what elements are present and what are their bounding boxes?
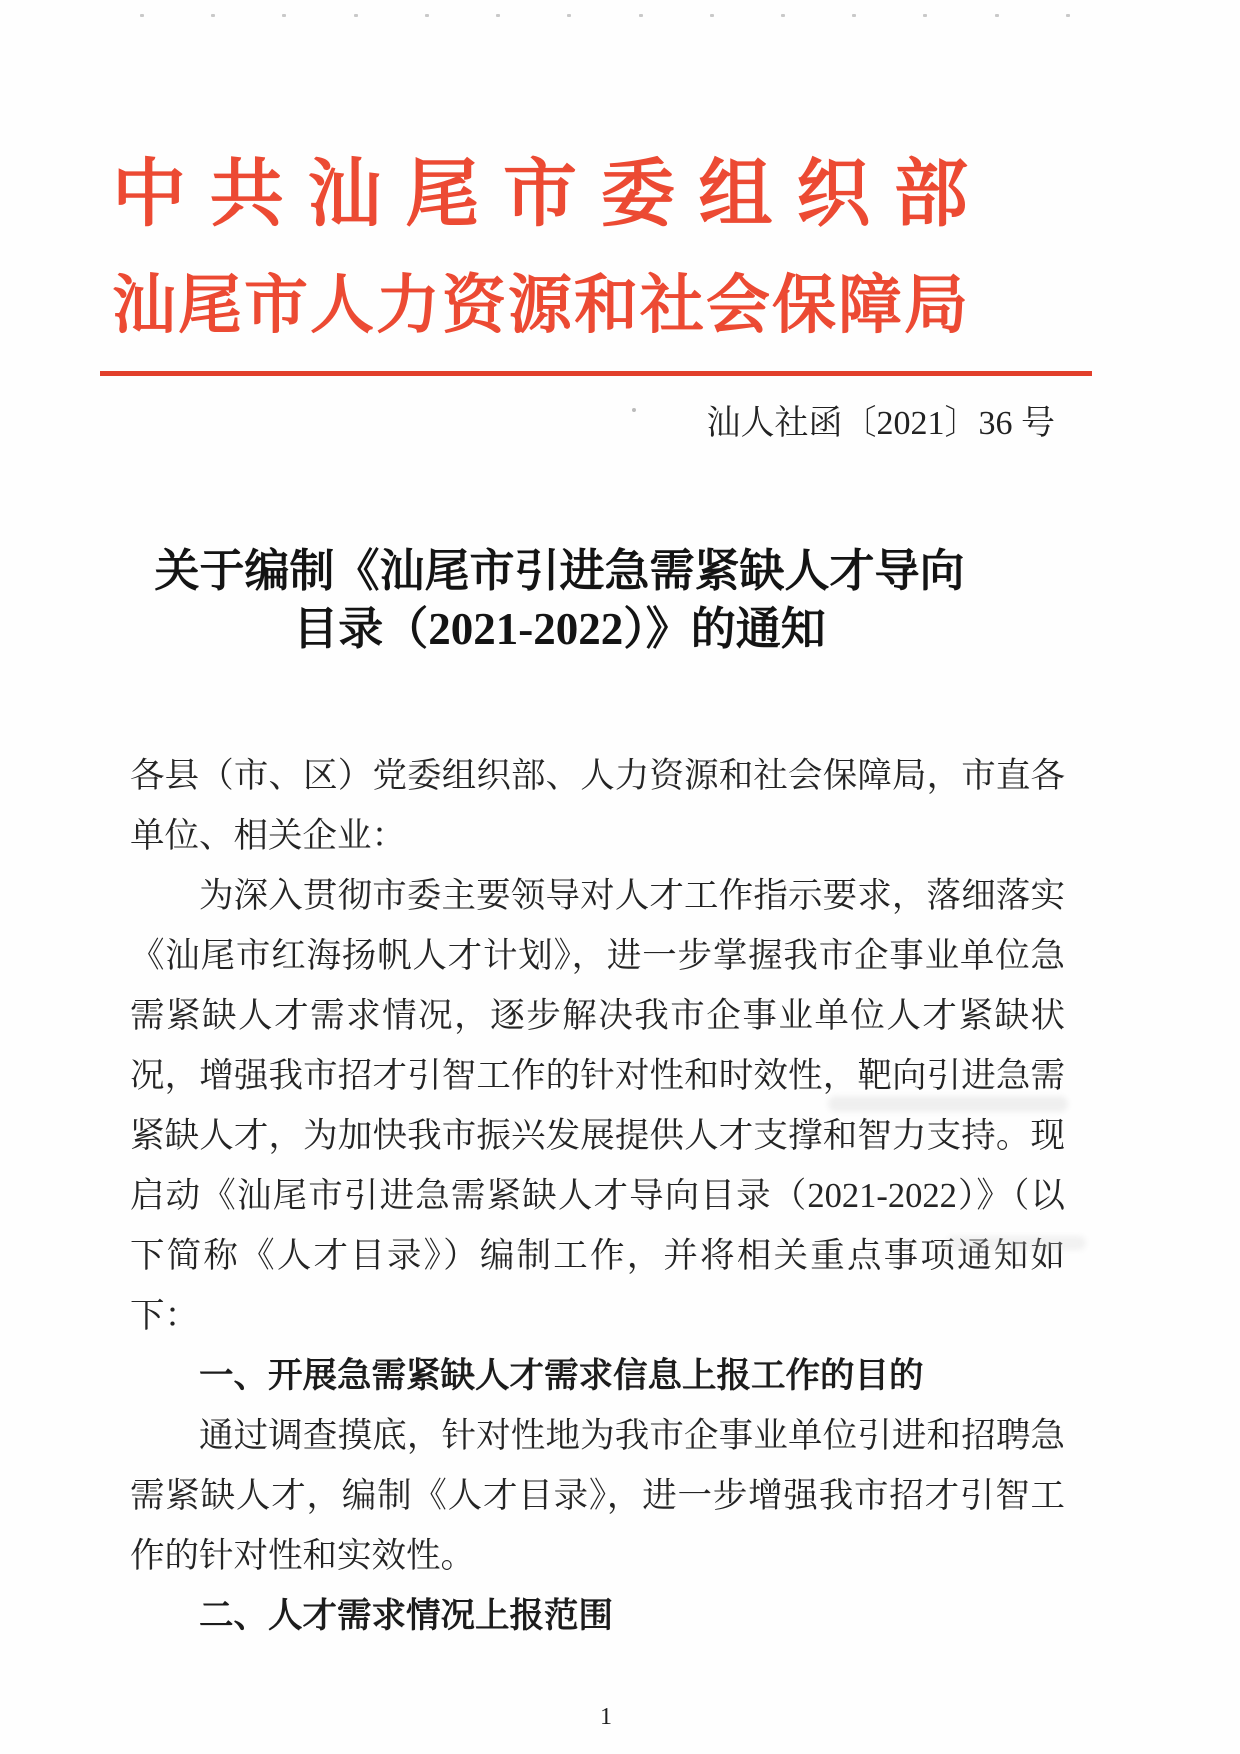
page-footer <box>0 1704 1226 1731</box>
letterhead-divider-rule <box>100 371 1092 376</box>
document-body <box>130 746 1065 1646</box>
body-paragraph: 为深入贯彻市委主要领导对人才工作指示要求，落细落实《汕尾市红海扬帆人才计划》，进一步掌握我市企事业单位急需紧缺人才需求情况，逐步解决我市企事业单位人才紧缺状况，增强我市招才引智工作的针对性和时效性，靶向引进急需紧缺人才，为加快我市振兴发展提供人才支撑和智力支持。现启动《汕尾市引进急需紧缺人才导向目录（2021-2022）》（以下简称《人才目录》）编制工作，并将相关重点事项通知如下： <box>130 877 1065 1335</box>
page-number: 1 <box>600 1704 612 1730</box>
document-reference-number: 汕人社函〔2021〕36 号 <box>706 405 1055 442</box>
body-paragraph: 通过调查摸底，针对性地为我市企事业单位引进和招聘急需紧缺人才，编制《人才目录》，进一步增强我市招才引智工作的针对性和实效性。 <box>130 1417 1065 1575</box>
document-title <box>92 542 1027 658</box>
letterhead-org-line-1: 中共汕尾市委组织部 <box>112 154 968 236</box>
scan-artifacts <box>140 14 1070 17</box>
document-title-line-2: 目录（2021-2022）》的通知 <box>293 604 826 654</box>
salutation-paragraph: 各县（市、区）党委组织部、人力资源和社会保障局，市直各单位、相关企业： <box>130 757 1065 855</box>
scan-smudge <box>828 1096 1068 1112</box>
scan-smudge <box>946 1236 1086 1250</box>
document-title-line-1: 关于编制《汕尾市引进急需紧缺人才导向 <box>154 546 965 596</box>
letterhead-org-line-2: 汕尾市人力资源和社会保障局 <box>112 270 968 341</box>
section-heading-1: 一、开展急需紧缺人才需求信息上报工作的目的 <box>199 1357 924 1395</box>
letterhead <box>112 154 968 341</box>
section-heading-2: 二、人才需求情况上报范围 <box>199 1597 613 1635</box>
scan-dot-artifact <box>632 408 636 412</box>
